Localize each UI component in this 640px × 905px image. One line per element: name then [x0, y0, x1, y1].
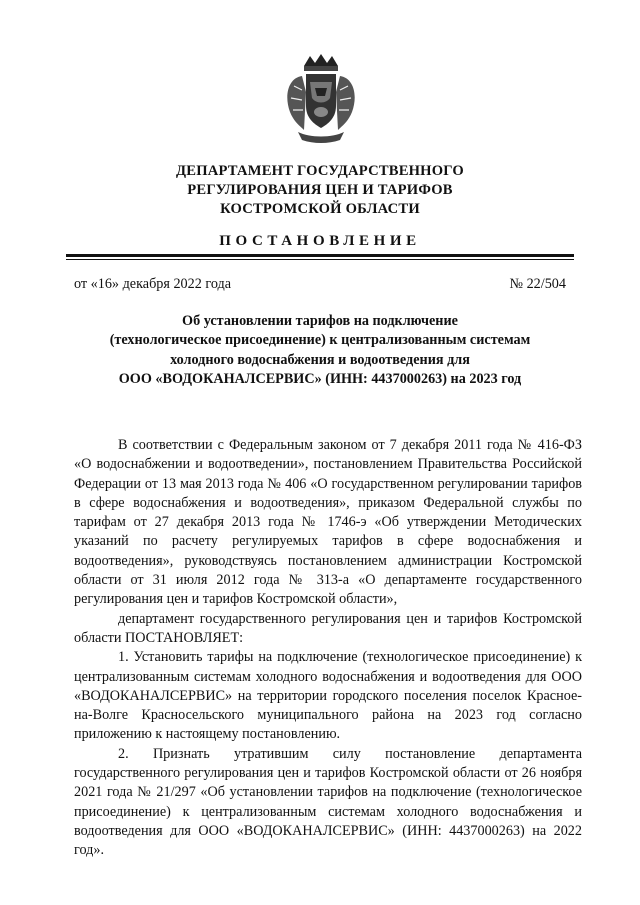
preamble-paragraph: В соответствии с Федеральным законом от 7 декабря 2011 года № 416-ФЗ «О водоснабжении и водоотведении», постановлением Правительства Российской Федерации от 13 мая 2013 года № 406 «О государственном регулировании тарифов в сфере водоснабжения и водоотведения», приказом Федеральной службы по тарифам от 27 декабря 2013 года № 1746-э «Об утверждении Методических указаний по расчету регулируемых тарифов в сфере водоснабжения и водоотведения», руководствуясь постановлением администрации Костромской области от 31 июля 2012 года № 313-а «О департаменте государственного регулирования цен и тарифов Костромской области»,	[74, 437, 582, 608]
header-divider-thick	[66, 254, 574, 257]
subject-line: ООО «ВОДОКАНАЛСЕРВИС» (ИНН: 4437000263) на 2023 год	[118, 370, 522, 387]
subject-line: холодного водоснабжения и водоотведения для	[170, 351, 470, 368]
department-line: ДЕПАРТАМЕНТ ГОСУДАРСТВЕННОГО	[176, 163, 464, 179]
subject-line: Об установлении тарифов на подключение	[182, 313, 458, 329]
document-type-title: ПОСТАНОВЛЕНИЕ	[219, 233, 421, 249]
department-name	[0, 162, 640, 219]
subject-line: (технологическое присоединение) к централизованным системам	[109, 332, 531, 349]
department-line: КОСТРОМСКОЙ ОБЛАСТИ	[220, 201, 420, 217]
header-divider-thin	[66, 259, 574, 260]
date-number-line	[74, 276, 566, 293]
document-body	[74, 436, 582, 861]
clause-2-paragraph: 2. Признать утратившим силу постановление департамента государственного регулирования цен и тарифов Костромской области от 26 ноября 2021 года № 21/297 «Об установлении тарифов на подключение (технологическое присоединение) к централизованным системам холодного водоснабжения и водоотведения для ООО «ВОДОКАНАЛСЕРВИС» (ИНН: 4437000263) на 2022 год».	[74, 745, 582, 859]
document-subject	[0, 312, 640, 389]
resolution-paragraph: департамент государственного регулирования цен и тарифов Костромской области ПОСТАНОВЛЯЕТ:	[74, 610, 582, 646]
document-date: от «16» декабря 2022 года	[74, 276, 232, 292]
department-line: РЕГУЛИРОВАНИЯ ЦЕН И ТАРИФОВ	[187, 182, 453, 198]
clause-1-paragraph: 1. Установить тарифы на подключение (технологическое присоединение) к централизованным системам холодного водоснабжения и водоотведения для ООО «ВОДОКАНАЛСЕРВИС» на территории городского поселения поселок Красное-на-Волге Красносельского муниципального района на 2023 год согласно приложению к настоящему постановлению.	[74, 649, 582, 743]
document-number: № 22/504	[509, 276, 566, 292]
coat-of-arms-emblem	[280, 52, 362, 144]
